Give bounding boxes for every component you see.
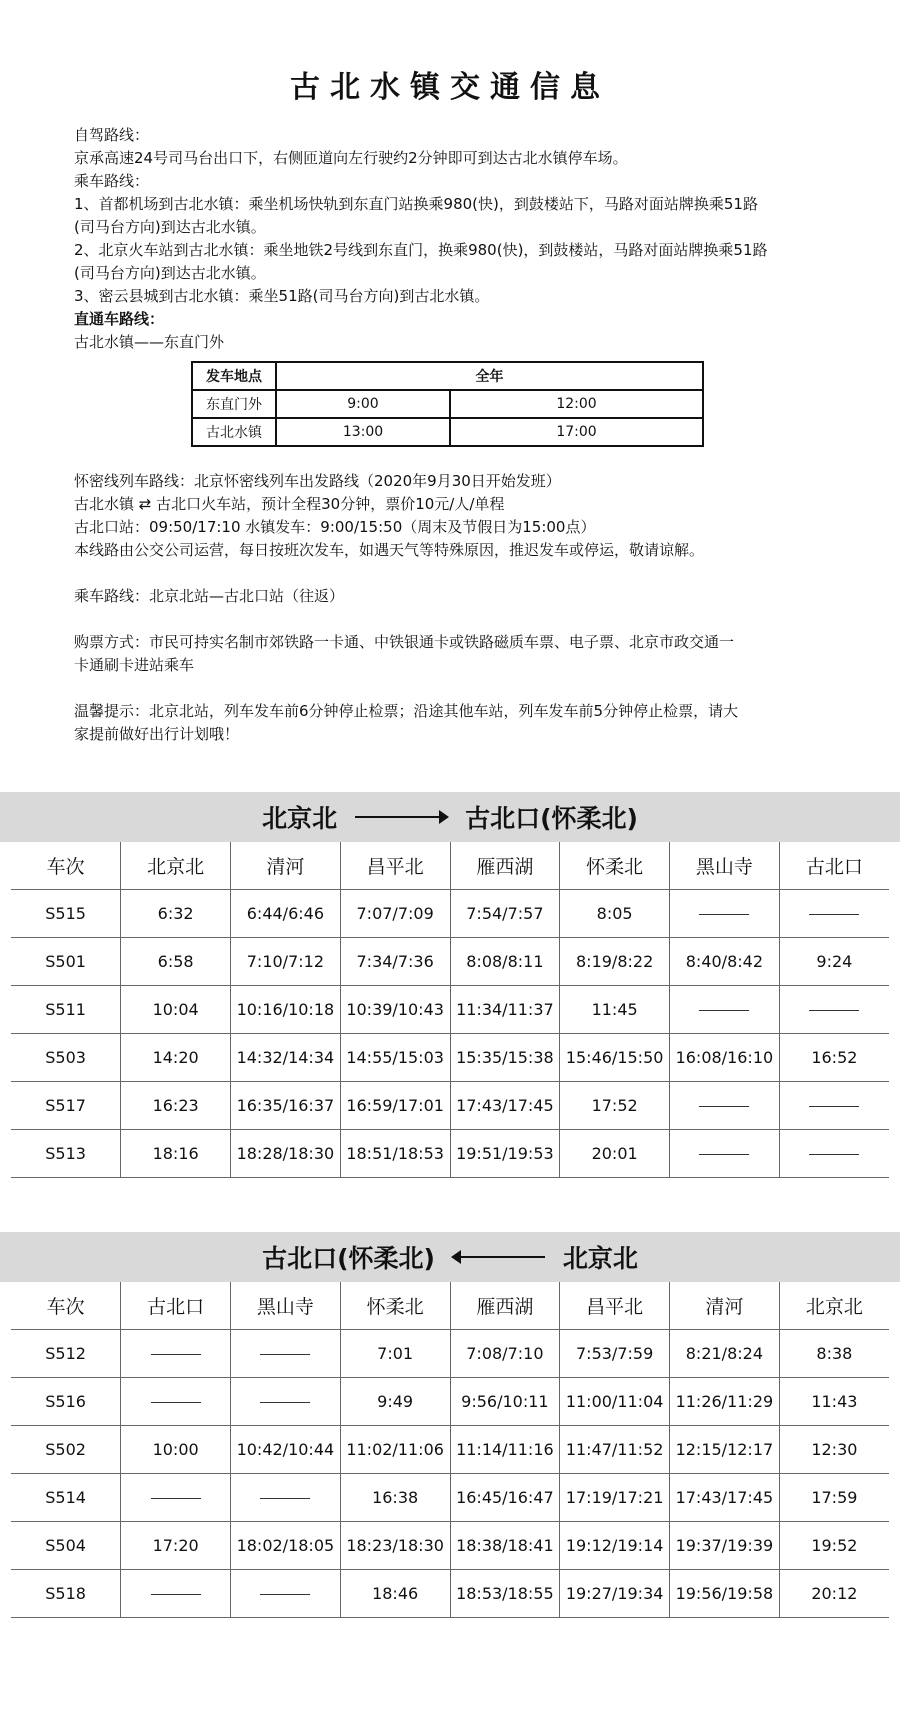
table-cell: 18:23/18:30 xyxy=(340,1522,450,1570)
inbound-to: 北京北 xyxy=(562,1244,638,1273)
info-line: 古北水镇——东直门外 xyxy=(74,333,225,351)
table-cell: 17:59 xyxy=(779,1474,889,1522)
table-cell: 16:35/16:37 xyxy=(231,1082,341,1130)
table-cell xyxy=(670,1082,780,1130)
table-cell: S501 xyxy=(11,938,121,986)
table-header-cell: 全年 xyxy=(276,362,703,390)
inbound-from: 古北口(怀柔北) xyxy=(262,1244,435,1273)
table-cell: 16:45/16:47 xyxy=(450,1474,560,1522)
table-cell: 7:07/7:09 xyxy=(340,890,450,938)
column-header: 北京北 xyxy=(121,842,231,890)
table-cell xyxy=(121,1474,231,1522)
table-row xyxy=(11,1082,889,1130)
table-cell: 16:59/17:01 xyxy=(340,1082,450,1130)
table-cell: 16:08/16:10 xyxy=(670,1034,780,1082)
no-stop-dash xyxy=(151,1402,201,1403)
spacer xyxy=(74,562,854,585)
table-cell: S515 xyxy=(11,890,121,938)
table-cell: 17:20 xyxy=(121,1522,231,1570)
table-cell: 7:01 xyxy=(340,1330,450,1378)
table-cell: 11:45 xyxy=(560,986,670,1034)
table-cell: 19:12/19:14 xyxy=(560,1522,670,1570)
table-cell xyxy=(779,1130,889,1178)
table-header-row xyxy=(11,1282,889,1330)
column-header: 雁西湖 xyxy=(450,842,560,890)
info-line: (司马台方向)到达古北水镇。 xyxy=(74,218,266,236)
table-cell: 7:54/7:57 xyxy=(450,890,560,938)
table-cell: S504 xyxy=(11,1522,121,1570)
arrow-left-icon xyxy=(453,1256,545,1258)
table-cell: 12:00 xyxy=(450,390,703,418)
column-header: 清河 xyxy=(670,1282,780,1330)
table-cell: 14:20 xyxy=(121,1034,231,1082)
table-cell: 11:34/11:37 xyxy=(450,986,560,1034)
no-stop-dash xyxy=(809,1154,859,1155)
no-stop-dash xyxy=(151,1498,201,1499)
column-header: 雁西湖 xyxy=(450,1282,560,1330)
table-cell xyxy=(231,1330,341,1378)
table-cell xyxy=(779,1082,889,1130)
table-cell xyxy=(670,890,780,938)
table-cell: 15:35/15:38 xyxy=(450,1034,560,1082)
table-cell: 18:51/18:53 xyxy=(340,1130,450,1178)
table-cell: 19:56/19:58 xyxy=(670,1570,780,1618)
table-cell: 7:08/7:10 xyxy=(450,1330,560,1378)
table-cell: 11:02/11:06 xyxy=(340,1426,450,1474)
table-cell: 19:27/19:34 xyxy=(560,1570,670,1618)
table-cell xyxy=(121,1378,231,1426)
table-cell: S512 xyxy=(11,1330,121,1378)
no-stop-dash xyxy=(809,1010,859,1011)
table-cell: 14:32/14:34 xyxy=(231,1034,341,1082)
table-cell: 7:53/7:59 xyxy=(560,1330,670,1378)
column-header: 清河 xyxy=(231,842,341,890)
table-cell: 古北水镇 xyxy=(192,418,276,446)
table-cell: 18:53/18:55 xyxy=(450,1570,560,1618)
table-cell: 19:37/19:39 xyxy=(670,1522,780,1570)
page-title: 古北水镇交通信息 xyxy=(290,70,610,105)
inbound-header xyxy=(0,1232,900,1282)
column-header: 怀柔北 xyxy=(340,1282,450,1330)
table-cell: 11:00/11:04 xyxy=(560,1378,670,1426)
column-header: 车次 xyxy=(11,842,121,890)
table-cell: 8:19/8:22 xyxy=(560,938,670,986)
table-cell: 20:12 xyxy=(779,1570,889,1618)
column-header: 黑山寺 xyxy=(231,1282,341,1330)
table-cell: 17:52 xyxy=(560,1082,670,1130)
table-cell: 9:56/10:11 xyxy=(450,1378,560,1426)
table-cell: 8:05 xyxy=(560,890,670,938)
table-cell: 6:58 xyxy=(121,938,231,986)
table-row xyxy=(192,362,703,390)
driving-bus-info xyxy=(74,124,834,354)
no-stop-dash xyxy=(699,1106,749,1107)
table-cell: 8:38 xyxy=(779,1330,889,1378)
table-cell: S511 xyxy=(11,986,121,1034)
train-info xyxy=(74,470,854,746)
table-cell: 东直门外 xyxy=(192,390,276,418)
column-header: 车次 xyxy=(11,1282,121,1330)
table-cell: 10:42/10:44 xyxy=(231,1426,341,1474)
spacer xyxy=(74,608,854,631)
table-cell: 10:00 xyxy=(121,1426,231,1474)
table-cell: S502 xyxy=(11,1426,121,1474)
table-row xyxy=(192,390,703,418)
table-row xyxy=(11,1522,889,1570)
table-cell xyxy=(121,1570,231,1618)
table-cell: 17:43/17:45 xyxy=(450,1082,560,1130)
table-cell: 7:34/7:36 xyxy=(340,938,450,986)
spacer xyxy=(74,677,854,700)
table-cell xyxy=(779,986,889,1034)
info-line: 1、首都机场到古北水镇：乘坐机场快轨到东直门站换乘980(快)，到鼓楼站下，马路对面站牌换乘51路 xyxy=(74,195,758,213)
table-cell: S513 xyxy=(11,1130,121,1178)
table-cell: 11:26/11:29 xyxy=(670,1378,780,1426)
table-cell: 17:43/17:45 xyxy=(670,1474,780,1522)
outbound-from: 北京北 xyxy=(262,804,338,833)
table-row xyxy=(11,1426,889,1474)
table-cell: 12:30 xyxy=(779,1426,889,1474)
table-header-cell: 发车地点 xyxy=(192,362,276,390)
table-cell xyxy=(779,890,889,938)
info-line: 古北水镇 ⇄ 古北口火车站，预计全程30分钟，票价10元/人/单程 xyxy=(74,495,505,513)
info-line: 购票方式：市民可持实名制市郊铁路一卡通、中铁银通卡或铁路磁质车票、电子票、北京市政交通一 xyxy=(74,633,735,651)
table-cell: 16:38 xyxy=(340,1474,450,1522)
info-line: 古北口站：09:50/17:10 水镇发车：9:00/15:50（周末及节假日为15:00点） xyxy=(74,518,596,536)
table-cell: 15:46/15:50 xyxy=(560,1034,670,1082)
no-stop-dash xyxy=(260,1402,310,1403)
table-cell xyxy=(121,1330,231,1378)
table-row xyxy=(11,1570,889,1618)
table-cell: 9:00 xyxy=(276,390,450,418)
table-cell: 17:00 xyxy=(450,418,703,446)
info-line: 乘车路线： xyxy=(74,172,150,190)
info-line: 乘车路线：北京北站—古北口站（往返） xyxy=(74,587,345,605)
table-cell xyxy=(231,1570,341,1618)
table-row xyxy=(11,938,889,986)
table-cell: S514 xyxy=(11,1474,121,1522)
table-cell: 10:16/10:18 xyxy=(231,986,341,1034)
table-row xyxy=(11,1474,889,1522)
table-cell: 16:23 xyxy=(121,1082,231,1130)
table-row xyxy=(11,1330,889,1378)
table-cell: 10:39/10:43 xyxy=(340,986,450,1034)
no-stop-dash xyxy=(151,1594,201,1595)
table-cell: 9:24 xyxy=(779,938,889,986)
direct-bus-timetable xyxy=(191,361,704,447)
column-header: 昌平北 xyxy=(340,842,450,890)
column-header: 古北口 xyxy=(121,1282,231,1330)
no-stop-dash xyxy=(260,1498,310,1499)
table-cell: 11:14/11:16 xyxy=(450,1426,560,1474)
table-cell xyxy=(670,986,780,1034)
table-row xyxy=(192,418,703,446)
column-header: 黑山寺 xyxy=(670,842,780,890)
table-header-row xyxy=(11,842,889,890)
table-row xyxy=(11,1034,889,1082)
table-cell: S503 xyxy=(11,1034,121,1082)
no-stop-dash xyxy=(260,1354,310,1355)
info-line: 温馨提示：北京北站，列车发车前6分钟停止检票；沿途其他车站，列车发车前5分钟停止检票，请大 xyxy=(74,702,739,720)
column-header: 昌平北 xyxy=(560,1282,670,1330)
inbound-timetable xyxy=(11,1282,889,1618)
table-cell: 14:55/15:03 xyxy=(340,1034,450,1082)
table-cell: 20:01 xyxy=(560,1130,670,1178)
table-cell xyxy=(231,1378,341,1426)
table-row xyxy=(11,1378,889,1426)
arrow-right-icon xyxy=(355,816,447,818)
info-line: (司马台方向)到达古北水镇。 xyxy=(74,264,266,282)
outbound-timetable xyxy=(11,842,889,1178)
info-line: 本线路由公交公司运营，每日按班次发车，如遇天气等特殊原因，推迟发车或停运，敬请谅解。 xyxy=(74,541,705,559)
table-cell: 9:49 xyxy=(340,1378,450,1426)
info-line: 卡通刷卡进站乘车 xyxy=(74,656,195,674)
no-stop-dash xyxy=(809,1106,859,1107)
info-line: 京承高速24号司马台出口下，右侧匝道向左行驶约2分钟即可到达古北水镇停车场。 xyxy=(74,149,628,167)
table-cell: S518 xyxy=(11,1570,121,1618)
table-cell: 18:02/18:05 xyxy=(231,1522,341,1570)
table-cell: 17:19/17:21 xyxy=(560,1474,670,1522)
no-stop-dash xyxy=(260,1594,310,1595)
table-cell: 8:40/8:42 xyxy=(670,938,780,986)
table-cell: 7:10/7:12 xyxy=(231,938,341,986)
outbound-header xyxy=(0,792,900,842)
table-cell: 6:44/6:46 xyxy=(231,890,341,938)
table-cell: 18:28/18:30 xyxy=(231,1130,341,1178)
table-cell: 11:43 xyxy=(779,1378,889,1426)
table-cell: 16:52 xyxy=(779,1034,889,1082)
table-cell: 8:08/8:11 xyxy=(450,938,560,986)
table-row xyxy=(11,890,889,938)
info-line: 自驾路线： xyxy=(74,126,150,144)
table-cell: S517 xyxy=(11,1082,121,1130)
table-cell: 8:21/8:24 xyxy=(670,1330,780,1378)
info-line: 直通车路线： xyxy=(74,310,165,328)
table-cell: 18:16 xyxy=(121,1130,231,1178)
table-row xyxy=(11,986,889,1034)
no-stop-dash xyxy=(809,914,859,915)
table-cell: 11:47/11:52 xyxy=(560,1426,670,1474)
table-cell: 19:52 xyxy=(779,1522,889,1570)
no-stop-dash xyxy=(699,1010,749,1011)
table-row xyxy=(11,1130,889,1178)
no-stop-dash xyxy=(699,1154,749,1155)
column-header: 怀柔北 xyxy=(560,842,670,890)
table-cell: 18:46 xyxy=(340,1570,450,1618)
column-header: 北京北 xyxy=(779,1282,889,1330)
table-cell: S516 xyxy=(11,1378,121,1426)
table-cell: 10:04 xyxy=(121,986,231,1034)
table-cell: 6:32 xyxy=(121,890,231,938)
table-cell: 19:51/19:53 xyxy=(450,1130,560,1178)
table-cell xyxy=(670,1130,780,1178)
info-line: 怀密线列车路线：北京怀密线列车出发路线（2020年9月30日开始发班） xyxy=(74,472,561,490)
info-line: 2、北京火车站到古北水镇：乘坐地铁2号线到东直门，换乘980(快)，到鼓楼站，马路对面站牌换乘51路 xyxy=(74,241,768,259)
column-header: 古北口 xyxy=(779,842,889,890)
no-stop-dash xyxy=(699,914,749,915)
outbound-to: 古北口(怀柔北) xyxy=(465,804,638,833)
table-cell xyxy=(231,1474,341,1522)
info-line: 家提前做好出行计划哦！ xyxy=(74,725,240,743)
table-cell: 13:00 xyxy=(276,418,450,446)
info-line: 3、密云县城到古北水镇：乘坐51路(司马台方向)到古北水镇。 xyxy=(74,287,490,305)
no-stop-dash xyxy=(151,1354,201,1355)
table-cell: 18:38/18:41 xyxy=(450,1522,560,1570)
table-cell: 12:15/12:17 xyxy=(670,1426,780,1474)
